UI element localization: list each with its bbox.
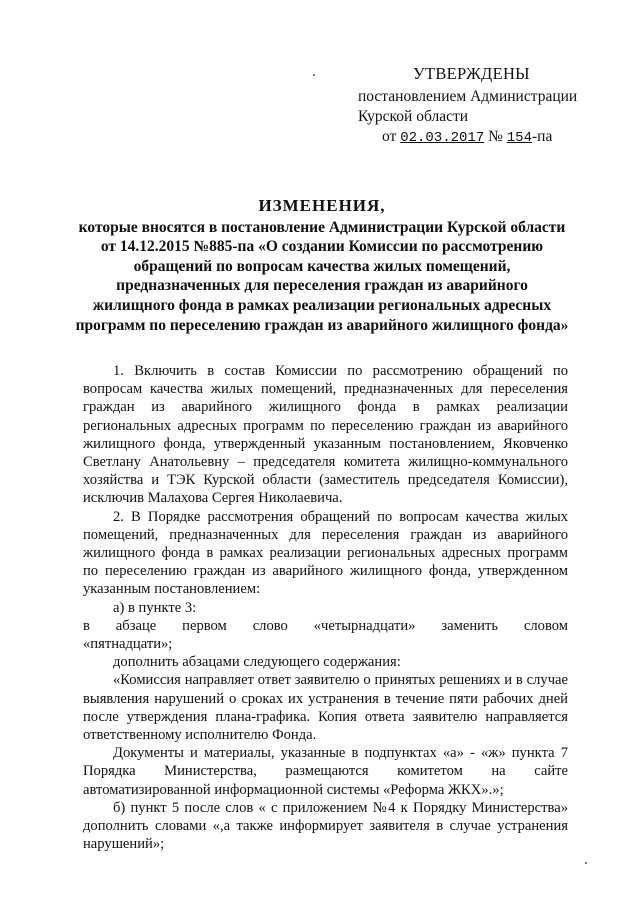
heading-line-3: обращений по вопросам качества жилых помещений, [133,257,511,275]
document-heading [60,196,584,335]
paragraph-8: б) пункт 5 после слов « с приложением №4 к Порядку Министерства» дополнить словами «,а также информирует заявителя в случае устранения нарушений»; [83,799,568,853]
heading-main: ИЗМЕНЕНИЯ, [258,196,386,215]
paragraph-1: 1. Включить в состав Комиссии по рассмотрению обращений по вопросам качества жилых помещений, предназначенных для переселения граждан из аварийного жилищного фонда в рамках реализации региональных адресных программ по переселению граждан из аварийного жилищного фонда, утвержденный указанным постановлением, Яковченко Светлану Анатольевну – председателя комитета жилищно-коммунального хозяйства и ТЭК Курской области (заместитель председателя Комиссии), исключив Малахова Сергея Николаевича. [83,363,568,507]
heading-line-4: предназначенных для переселения граждан из аварийного [116,277,528,295]
paragraph-2: 2. В Порядке рассмотрения обращений по вопросам качества жилых помещений, предназначенных для переселения граждан из аварийного жилищного фонда в рамках реализации региональных адресных программ по переселению граждан из аварийного жилищного фонда, утвержденном указанным постановлением: [83,508,568,598]
approval-date-line [358,127,618,148]
scan-speck [585,862,587,864]
approval-number: 154 [506,130,532,146]
approval-block [358,64,618,148]
approval-date-prefix: от [382,128,397,145]
heading-line-2: от 14.12.2015 №885-па «О создании Комиссии по рассмотрению [100,238,544,256]
paragraph-3: а) в пункте 3: [113,599,197,616]
approval-line-1: постановлением Администрации [358,88,578,105]
heading-line-6: программ по переселению граждан из аварийного жилищного фонда» [75,316,569,334]
paragraph-6: «Комиссия направляет ответ заявителю о принятых решениях и в случае выявления нарушений о сроках их устранения в течение пяти рабочих дней после утверждения плана-графика. Копия ответа заявителю направляется ответственному исполнителю Фонда. [83,672,568,744]
paragraph-7: Документы и материалы, указанные в подпунктах «а» - «ж» пункта 7 Порядка Министерства, размещаются комитетом на сайте автоматизированной информационной системы «Реформа ЖКХ».»; [83,745,568,798]
approval-date: 02.03.2017 [400,130,485,146]
approval-number-suffix: -па [531,128,553,145]
heading-line-5: жилищного фонда в рамках реализации региональных адресных [92,296,552,314]
heading-line-1: которые вносятся в постановление Администрации Курской области [78,218,566,236]
scan-speck [313,74,315,76]
paragraph-4: в абзаце первом слово «четырнадцати» заменить словом «пятнадцати»; [83,617,568,653]
document-body [83,362,568,853]
paragraph-5: дополнить абзацами следующего содержания: [113,654,401,671]
approval-line-2: Курской области [358,108,469,125]
approval-title: УТВЕРЖДЕНЫ [413,64,530,83]
approval-number-prefix: № [488,128,503,145]
